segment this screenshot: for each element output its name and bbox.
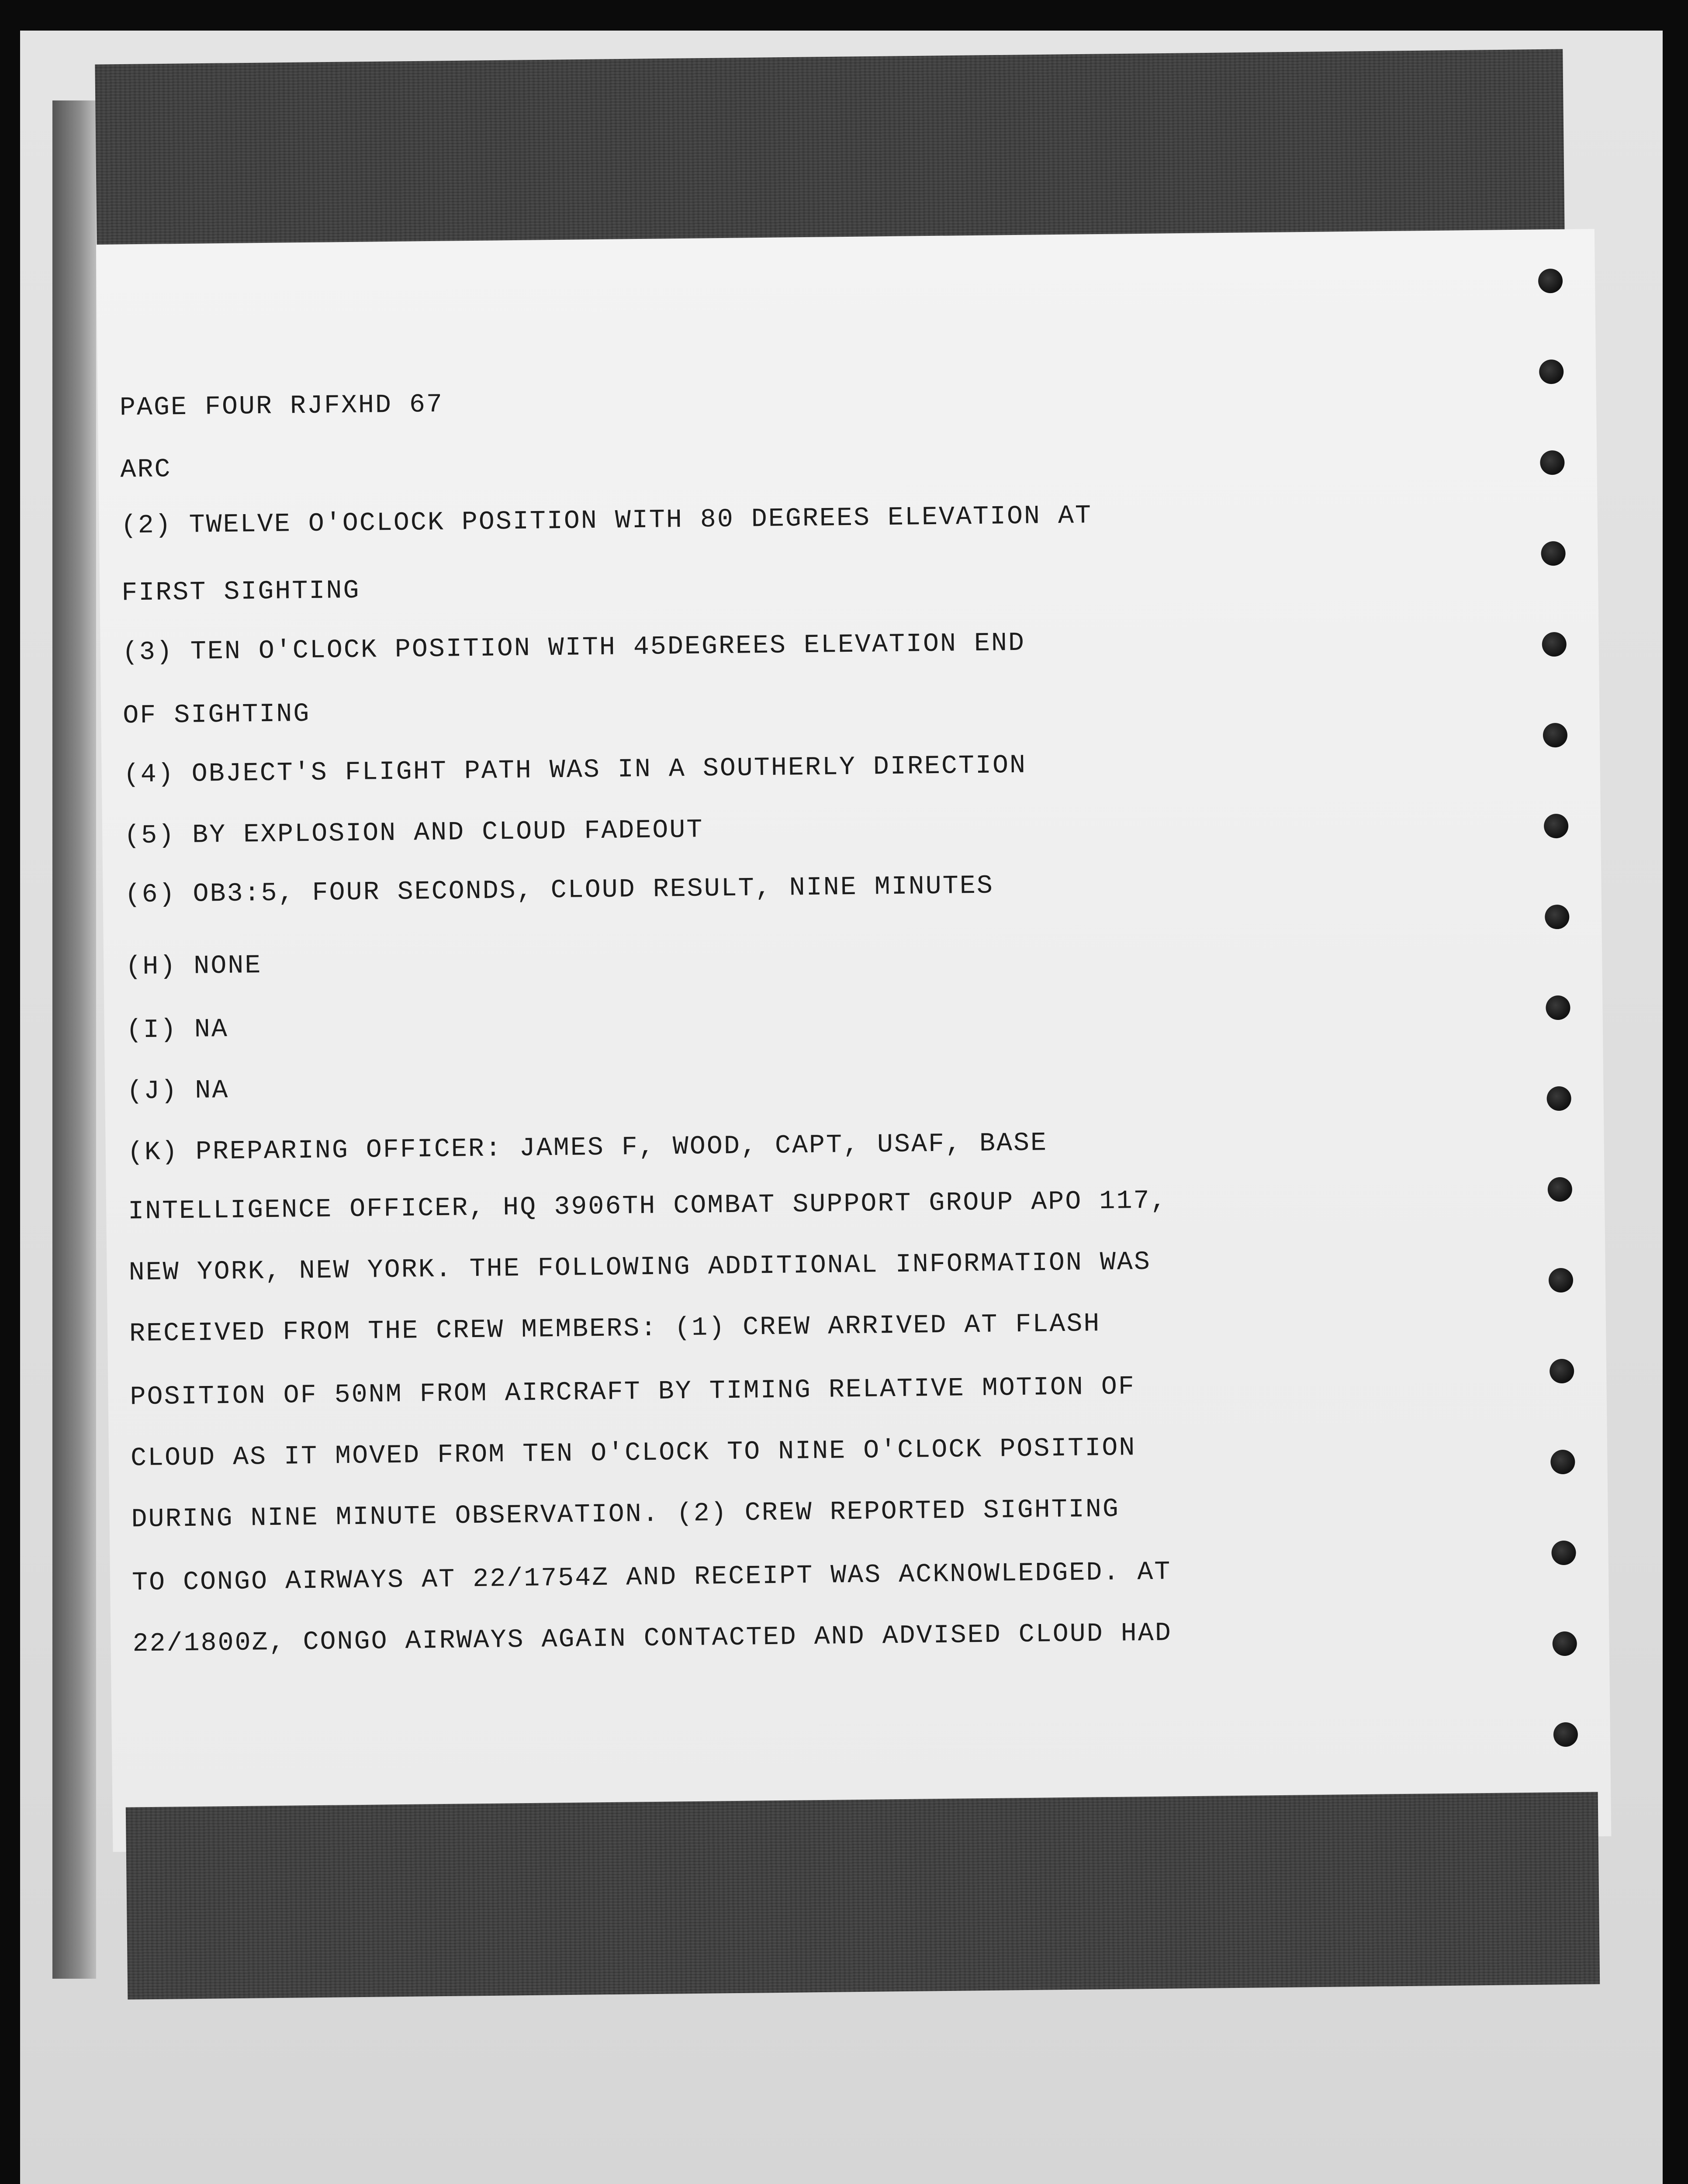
tractor-feed-holes: [1538, 269, 1589, 1820]
text-line: TO CONGO AIRWAYS AT 22/1754Z AND RECEIPT WAS ACKNOWLEDGED. AT: [131, 1557, 1172, 1598]
feed-hole: [1542, 632, 1567, 657]
teletype-page: [96, 229, 1611, 1852]
feed-hole: [1552, 1631, 1577, 1656]
page-header-line: PAGE FOUR RJFXHD 67: [119, 390, 444, 423]
text-line: (3) TEN O'CLOCK POSITION WITH 45DEGREES ELEVATION END: [122, 628, 1026, 668]
text-line: (4) OBJECT'S FLIGHT PATH WAS IN A SOUTHERLY DIRECTION: [123, 750, 1027, 790]
feed-hole: [1545, 905, 1570, 930]
text-line: POSITION OF 50NM FROM AIRCRAFT BY TIMING RELATIVE MOTION OF: [130, 1372, 1136, 1413]
text-line: CLOUD AS IT MOVED FROM TEN O'CLOCK TO NINE O'CLOCK POSITION: [130, 1433, 1136, 1474]
text-line: NEW YORK, NEW YORK. THE FOLLOWING ADDITIONAL INFORMATION WAS: [128, 1247, 1152, 1288]
feed-hole: [1548, 1177, 1573, 1202]
feed-hole: [1550, 1359, 1574, 1384]
feed-hole: [1553, 1722, 1578, 1747]
feed-hole: [1546, 995, 1570, 1020]
text-line: DURING NINE MINUTE OBSERVATION. (2) CREW REPORTED SIGHTING: [131, 1494, 1120, 1535]
text-line: (H) NONE: [125, 951, 262, 982]
message-body: [119, 379, 1474, 1659]
feed-hole: [1550, 1450, 1575, 1475]
text-line: OF SIGHTING: [122, 699, 311, 731]
feed-hole: [1551, 1541, 1576, 1565]
text-line: 22/1800Z, CONGO AIRWAYS AGAIN CONTACTED AND ADVISED CLOUD HAD: [132, 1618, 1173, 1659]
feed-hole: [1540, 450, 1565, 475]
text-line: ARC: [120, 455, 172, 485]
text-line: FIRST SIGHTING: [121, 576, 360, 608]
page-shadow: [52, 100, 96, 1979]
text-line: (5) BY EXPLOSION AND CLOUD FADEOUT: [124, 815, 704, 851]
feed-hole: [1539, 359, 1564, 384]
feed-hole: [1541, 541, 1566, 566]
text-line: (K) PREPARING OFFICER: JAMES F, WOOD, CAPT, USAF, BASE: [127, 1128, 1048, 1168]
text-line: (I) NA: [126, 1014, 229, 1046]
feed-hole: [1538, 269, 1563, 294]
text-line: (6) OB3:5, FOUR SECONDS, CLOUD RESULT, NINE MINUTES: [125, 871, 994, 910]
text-line: (2) TWELVE O'OCLOCK POSITION WITH 80 DEGREES ELEVATION AT: [121, 501, 1093, 541]
feed-hole: [1543, 723, 1568, 748]
feed-hole: [1544, 814, 1569, 839]
feed-hole: [1549, 1268, 1574, 1293]
feed-hole: [1546, 1086, 1571, 1111]
text-line: INTELLIGENCE OFFICER, HQ 3906TH COMBAT SUPPORT GROUP APO 117,: [128, 1186, 1168, 1227]
text-line: RECEIVED FROM THE CREW MEMBERS: (1) CREW ARRIVED AT FLASH: [129, 1309, 1101, 1349]
text-line: (J) NA: [126, 1075, 229, 1107]
bottom-dark-band: [126, 1792, 1600, 1999]
